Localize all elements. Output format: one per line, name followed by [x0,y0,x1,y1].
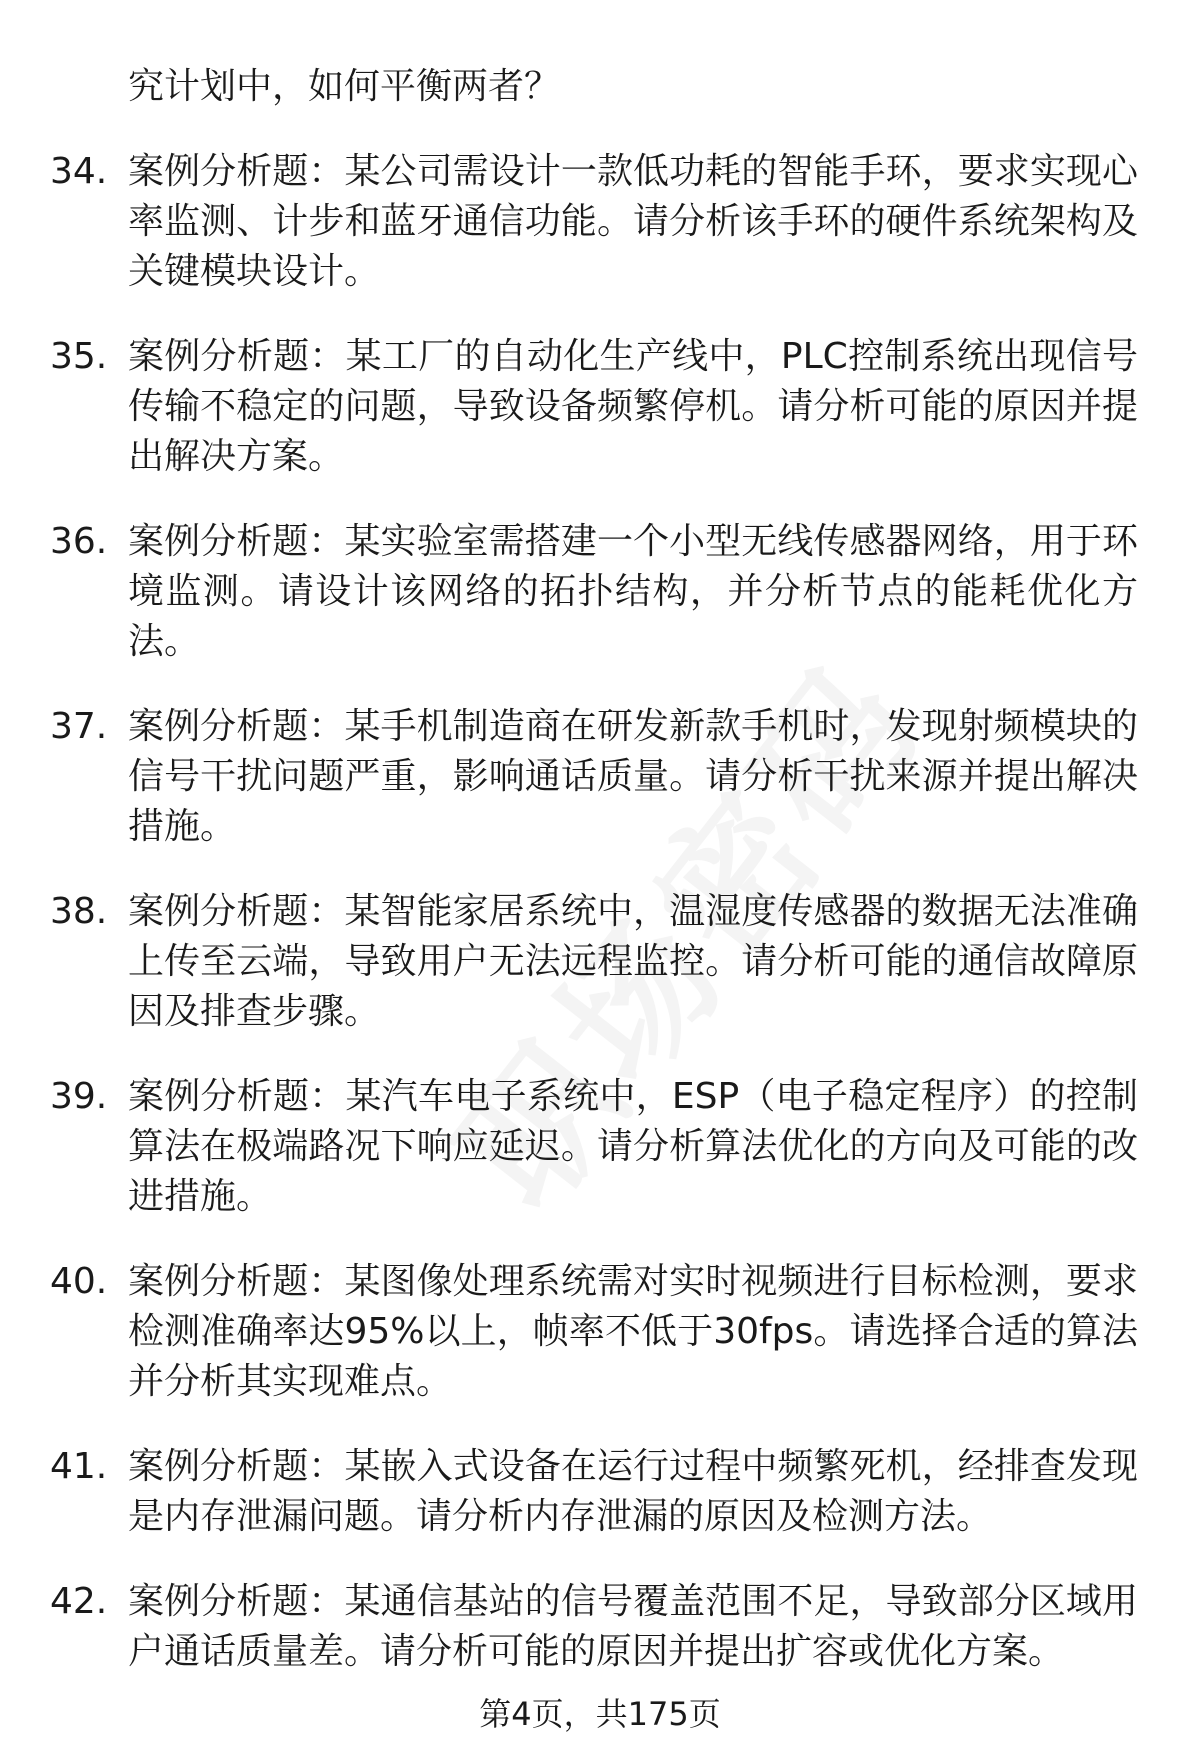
question-item [0,702,1200,852]
question-number: 39. [50,1076,108,1117]
question-number: 38. [50,891,108,932]
question-item [0,1442,1200,1542]
question-list [0,147,1200,1712]
question-number: 40. [50,1261,108,1302]
question-item [0,517,1200,667]
question-text: 案例分析题：某手机制造商在研发新款手机时，发现射频模块的信号干扰问题严重，影响通话质量。请分析干扰来源并提出解决措施。 [128,706,1138,847]
question-number: 41. [50,1446,108,1487]
question-number: 34. [50,151,108,192]
question-item [0,147,1200,297]
page-number-footer: 第4页，共175页 [479,1695,721,1733]
question-item [0,1257,1200,1407]
question-text: 案例分析题：某智能家居系统中，温湿度传感器的数据无法准确上传至云端，导致用户无法远程监控。请分析可能的通信故障原因及排查步骤。 [128,891,1138,1032]
previous-question-continuation: 究计划中，如何平衡两者？ [128,66,561,107]
question-item [0,887,1200,1037]
question-text: 案例分析题：某工厂的自动化生产线中，PLC控制系统出现信号传输不稳定的问题，导致设备频繁停机。请分析可能的原因并提出解决方案。 [128,336,1138,477]
question-item [0,332,1200,482]
question-number: 37. [50,706,108,747]
question-text: 案例分析题：某嵌入式设备在运行过程中频繁死机，经排查发现是内存泄漏问题。请分析内存泄漏的原因及检测方法。 [128,1446,1138,1537]
question-number: 35. [50,336,108,377]
question-text: 案例分析题：某公司需设计一款低功耗的智能手环，要求实现心率监测、计步和蓝牙通信功能。请分析该手环的硬件系统架构及关键模块设计。 [128,151,1138,292]
question-text: 案例分析题：某汽车电子系统中，ESP（电子稳定程序）的控制算法在极端路况下响应延迟。请分析算法优化的方向及可能的改进措施。 [128,1076,1138,1217]
question-text: 案例分析题：某通信基站的信号覆盖范围不足，导致部分区域用户通话质量差。请分析可能的原因并提出扩容或优化方案。 [128,1581,1138,1672]
question-item [0,1072,1200,1222]
question-text: 案例分析题：某实验室需搭建一个小型无线传感器网络，用于环境监测。请设计该网络的拓扑结构，并分析节点的能耗优化方法。 [128,521,1138,662]
question-item [0,1577,1200,1677]
question-text: 案例分析题：某图像处理系统需对实时视频进行目标检测，要求检测准确率达95%以上，帧率不低于30fps。请选择合适的算法并分析其实现难点。 [128,1261,1138,1402]
question-number: 36. [50,521,108,562]
question-number: 42. [50,1581,108,1622]
